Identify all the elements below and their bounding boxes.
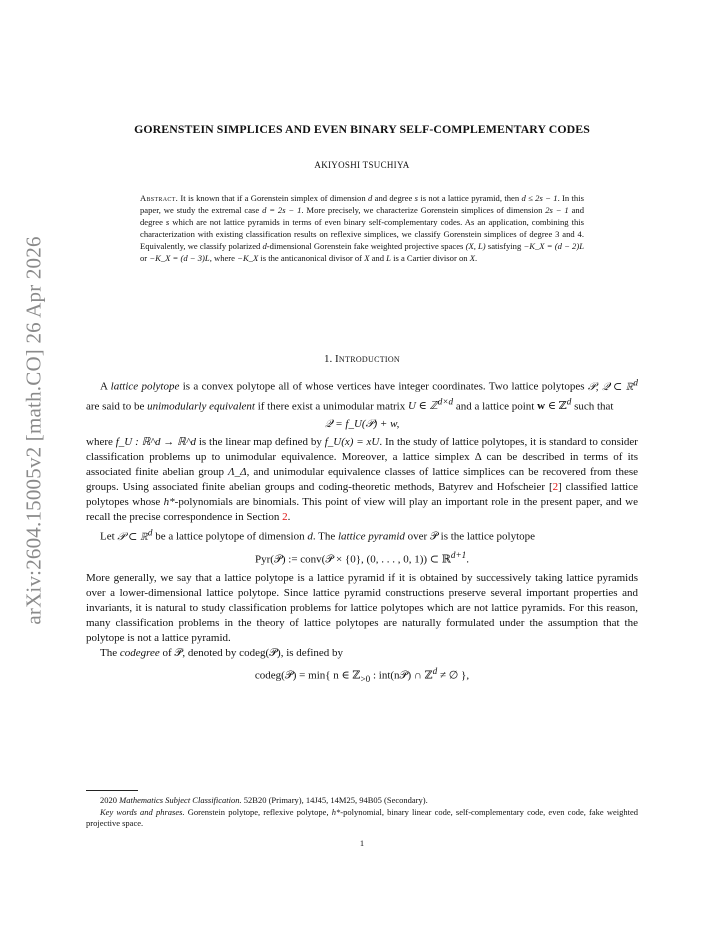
abstract: Abstract. It is known that if a Gorenstein simplex of dimension d and degree s is not a lattice pyramid, then d ≤ 2s − 1. In this paper, we study the extremal case d = 2s − 1. More precisely, we characterize Gorenstein simplices of dimension 2s − 1 and degree s which are not lattice pyramids in terms of even binary self-complementary codes. As an application, combining this characterization with existing classification results on reflexive simplices, we classify Gorenstein simplices of degree 3 and 4. Equivalently, we classify polarized d-dimensional Gorenstein fake weighted projective spaces (X, L) satisfying −K_X = (d − 2)L or −K_X = (d − 3)L, where −K_X is the anticanonical divisor of X and L is a Cartier divisor on X. xyxy=(140,193,584,264)
arxiv-identifier-text: arXiv:2604.15005v2 [math.CO] 26 Apr 2026 xyxy=(21,235,46,625)
abstract-label: Abstract. xyxy=(140,193,179,203)
section-2-link[interactable]: 2 xyxy=(282,511,288,524)
author-name: AKIYOSHI TSUCHIYA xyxy=(314,160,410,170)
footnotes xyxy=(86,795,638,830)
footnote-divider xyxy=(86,790,138,791)
footnote-keywords: Key words and phrases. Gorenstein polytope, reflexive polytope, h*-polynomial, binary linear code, self-complementary code, even code, fake weighted projective space. xyxy=(86,806,638,828)
page-number: 1 xyxy=(359,838,365,848)
section-number: 1. xyxy=(323,353,333,365)
citation-link[interactable]: 2 xyxy=(552,481,559,494)
section-title: Introduction xyxy=(334,353,401,365)
paper-body xyxy=(86,375,638,689)
equation-codegree: codeg(𝒫) = min{ n ∈ ℤ$_{>0}$ : int(n𝒫) ∩ ℤ$^d$ ≠ ∅ }, xyxy=(254,665,470,684)
footnote-msc: 2020 Mathematics Subject Classification. 52B20 (Primary), 14J45, 14M25, 94B05 (Secondary). xyxy=(100,795,428,805)
paragraph-classification: where f_U : ℝ^d → ℝ^d is the linear map defined by f_U(x) = xU. In the study of lattice polytopes, it is standard to consider classification problems up to unimodular equivalence. Moreover, a lattice simplex Δ can be described in terms of its associated finite abelian group Λ_Δ, and unimodular equivalence classes of lattice simplices can be recovered from these groups. Using associated finite abelian groups and coding-theoretic methods, Batyrev and Hofscheier [2] classified lattice polytopes whose h*-polynomials are binomials. This point of view will play an important role in the present paper, and we recall the precise correspondence in Section 2. xyxy=(86,436,639,524)
paragraph-lattice-pyramid-generalization: More generally, we say that a lattice polytope is a lattice pyramid if it is obtained by successively taking lattice pyramids over a lower-dimensional lattice polytope. Since lattice pyramid constructions preserve several important properties and invariants, it is natural to study classification problems for lattice polytopes which are not lattice pyramids. For this reason, many classification problems in the theory of lattice polytopes are naturally formulated under the assumption that the polytope is not a lattice pyramid. xyxy=(86,571,638,644)
equation-pyramid: Pyr(𝒫) := conv(𝒫 × {0}, (0, . . . , 0, 1)) ⊂ ℝ$^{d+1}$. xyxy=(255,549,469,566)
paragraph-codegree: The codegree of 𝒫, denoted by codeg(𝒫), is defined by xyxy=(100,646,344,659)
paper-title: GORENSTEIN SIMPLICES AND EVEN BINARY SELF-COMPLEMENTARY CODES xyxy=(134,122,590,136)
equation-unimodular-equivalence: 𝒬 = f_U(𝒫) + w, xyxy=(324,418,400,431)
paragraph-lattice-polytope: A lattice polytope is a convex polytope all of whose vertices have integer coordinates. Two lattice polytopes 𝒫, 𝒬 ⊂ ℝ$^d$ are said to be unimodularly equivalent if there exist a unimodular matrix U ∈ ℤ$^{d\times d}$ and a lattice point w ∈ ℤ$^d$ such that xyxy=(86,377,638,413)
paragraph-lattice-pyramid: Let 𝒫 ⊂ ℝ$^d$ be a lattice polytope of dimension d. The lattice pyramid over 𝒫 is the lattice polytope xyxy=(100,527,536,543)
arxiv-identifier-stamp xyxy=(14,195,54,665)
section-heading-introduction xyxy=(86,353,638,365)
